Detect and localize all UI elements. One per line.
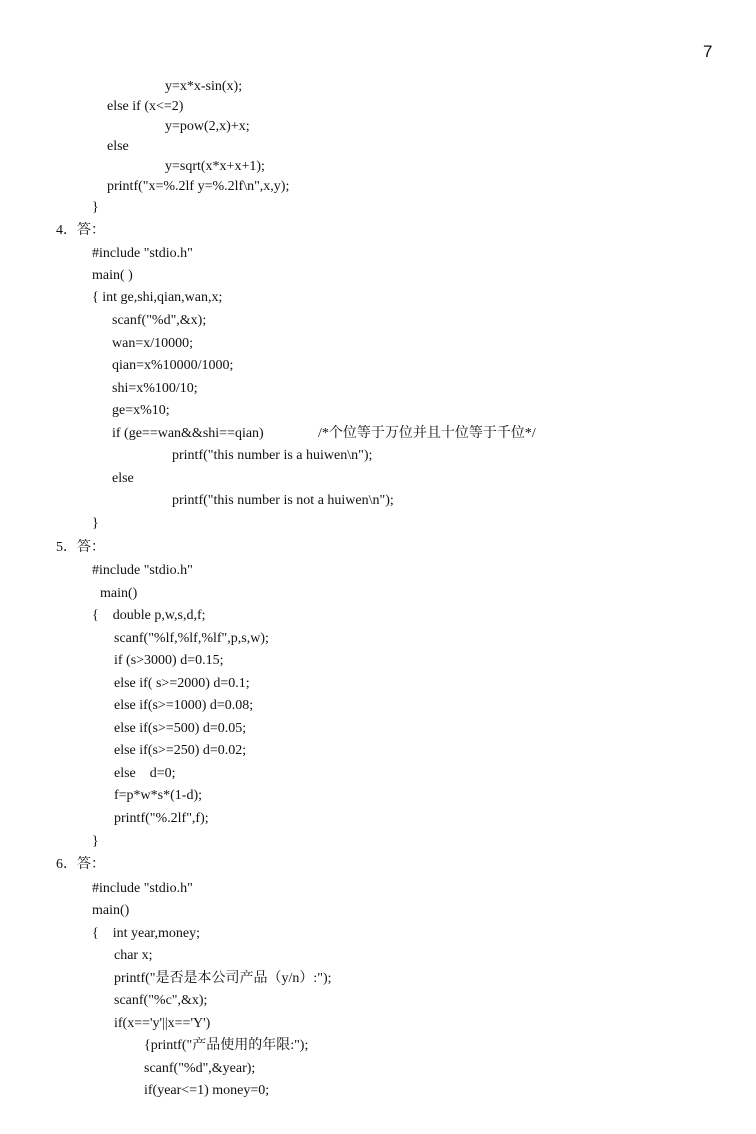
code-line: } (92, 516, 99, 531)
code-line: main() (100, 586, 138, 601)
code-line: scanf("%c",&x); (114, 993, 208, 1008)
code-line: scanf("%d",&x); (112, 313, 207, 328)
answer-heading: 4．答： (56, 223, 105, 238)
code-line: } (92, 200, 99, 215)
code-line: { double p,w,s,d,f; (92, 608, 206, 623)
code-line: scanf("%lf,%lf,%lf",p,s,w); (114, 631, 269, 646)
page-number: 7 (703, 42, 713, 61)
code-line: if(x=='y'||x=='Y') (114, 1016, 211, 1031)
code-line: {printf("产品使用的年限:"); (144, 1038, 309, 1053)
code-line: /*个位等于万位并且十位等于千位*/ (318, 426, 536, 441)
code-line: else (107, 139, 129, 154)
code-line: shi=x%100/10; (112, 381, 198, 396)
code-line: if(year<=1) money=0; (144, 1083, 270, 1098)
code-line: if (ge==wan&&shi==qian) (112, 426, 264, 441)
code-line: else d=0; (114, 766, 176, 781)
code-line: else if( s>=2000) d=0.1; (114, 676, 250, 691)
code-line: y=x*x-sin(x); (165, 79, 243, 94)
code-line: } (92, 834, 99, 849)
code-line: else (112, 471, 134, 486)
code-line: main( ) (92, 268, 133, 283)
code-line: scanf("%d",&year); (144, 1061, 256, 1076)
code-line: if (s>3000) d=0.15; (114, 653, 224, 668)
code-line: y=pow(2,x)+x; (165, 119, 250, 134)
code-line: printf("this number is not a huiwen\n"); (172, 493, 394, 508)
code-line: else if(s>=250) d=0.02; (114, 743, 247, 758)
code-line: qian=x%10000/1000; (112, 358, 234, 373)
answer-heading: 5．答： (56, 540, 105, 555)
code-line: f=p*w*s*(1-d); (114, 788, 202, 803)
code-line: else if (x<=2) (107, 99, 184, 114)
code-line: { int ge,shi,qian,wan,x; (92, 290, 223, 305)
code-line: else if(s>=500) d=0.05; (114, 721, 247, 736)
code-line: ge=x%10; (112, 403, 170, 418)
code-line: #include "stdio.h" (92, 881, 193, 896)
code-line: printf("是否是本公司产品（y/n）:"); (114, 971, 332, 986)
code-line: #include "stdio.h" (92, 563, 193, 578)
code-line: printf("this number is a huiwen\n"); (172, 448, 373, 463)
code-line: wan=x/10000; (112, 336, 193, 351)
code-line: printf("x=%.2lf y=%.2lf\n",x,y); (107, 179, 290, 194)
answer-heading: 6．答： (56, 857, 105, 872)
code-line: printf("%.2lf",f); (114, 811, 209, 826)
code-line: char x; (114, 948, 153, 963)
code-line: { int year,money; (92, 926, 201, 941)
code-line: else if(s>=1000) d=0.08; (114, 698, 254, 713)
code-line: #include "stdio.h" (92, 246, 193, 261)
code-line: y=sqrt(x*x+x+1); (165, 159, 265, 174)
code-line: main() (92, 903, 130, 918)
